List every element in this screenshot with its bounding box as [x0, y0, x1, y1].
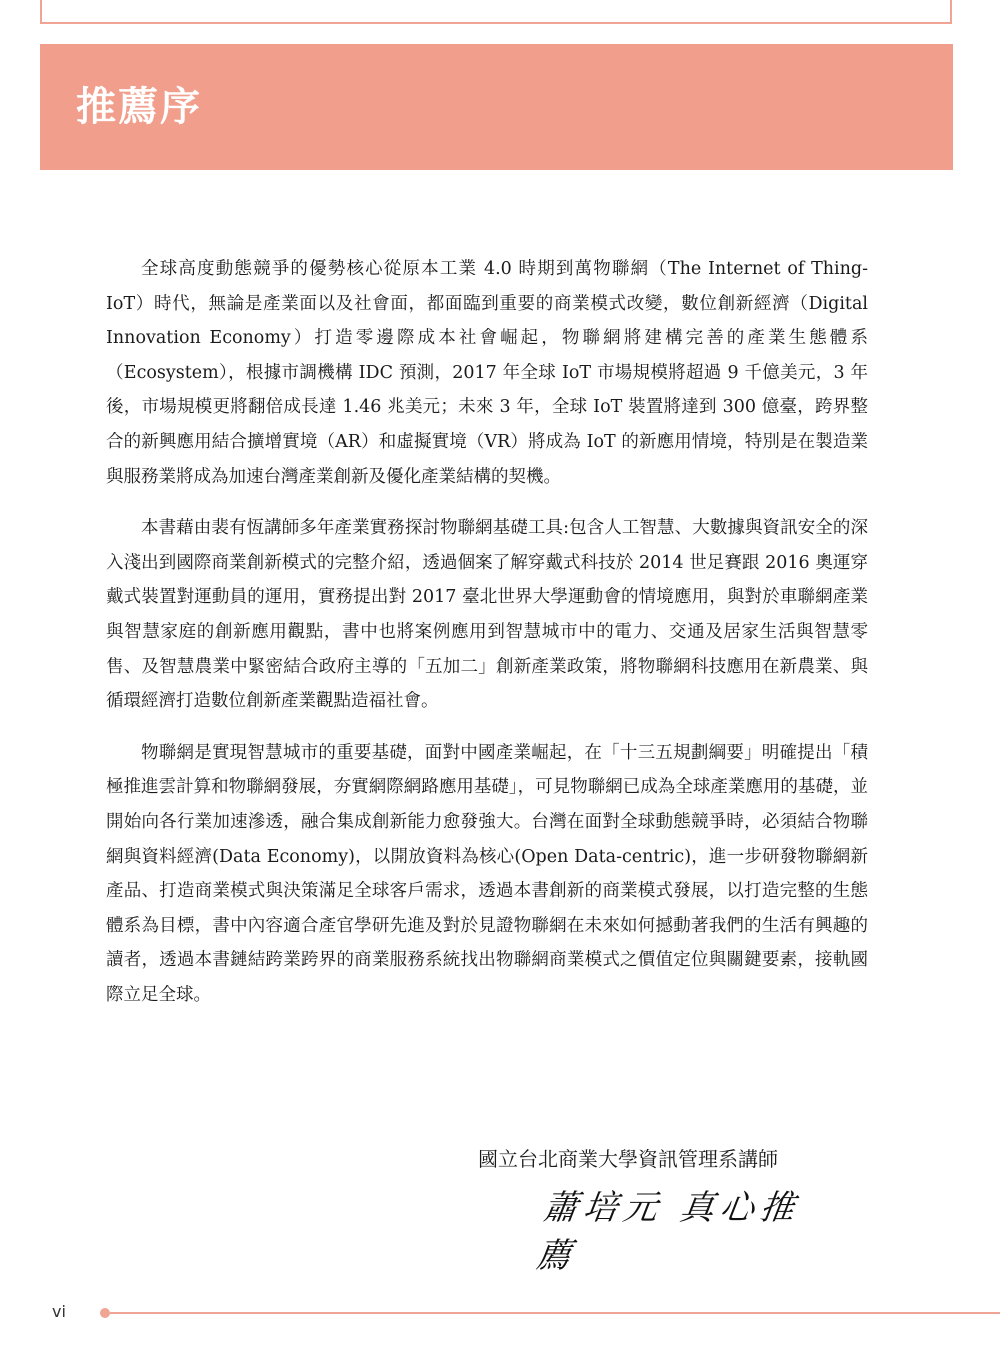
paragraph-3: 物聯網是實現智慧城市的重要基礎，面對中國產業崛起，在「十三五規劃綱要」明確提出「積極推進雲計算和物聯網發展，夯實網際網路應用基礎」，可見物聯網已成為全球產業應用的基礎，並開始向各行業加速滲透，融合集成創新能力愈發強大。台灣在面對全球動態競爭時，必須結合物聯網與資料經濟(Data Economy)，以開放資料為核心(Open Data-centric)，進一步研發物聯網新產品、打造商業模式與決策滿足全球客戶需求，透過本書創新的商業模式發展，以打造完整的生態體系為目標，書中內容適合產官學研先進及對於見證物聯網在未來如何撼動著我們的生活有興趣的讀者，透過本書鏈結跨業跨界的商業服務系統找出物聯網商業模式之價值定位與關鍵要素，接軌國際立足全球。	[106, 742, 868, 1005]
footer-dot-icon	[100, 1308, 110, 1318]
page-number: vi	[52, 1302, 66, 1321]
paragraph-1: 全球高度動態競爭的優勢核心從原本工業 4.0 時期到萬物聯網（The Internet of Thing-IoT）時代，無論是產業面以及社會面，都面臨到重要的商業模式改變，數位創新經濟（Digital Innovation Economy）打造零邊際成本社會崛起，物聯網將建構完善的產業生態體系（Ecosystem），根據市調機構 IDC 預測，2017 年全球 IoT 市場規模將超過 9 千億美元，3 年後，市場規模更將翻倍成長達 1.46 兆美元；未來 3 年，全球 IoT 裝置將達到 300 億臺，跨界整合的新興應用結合擴增實境（AR）和虛擬實境（VR）將成為 IoT 的新應用情境，特別是在製造業與服務業將成為加速台灣產業創新及優化產業結構的契機。	[106, 259, 868, 487]
title-banner	[40, 44, 953, 170]
handwritten-signature	[533, 1184, 830, 1276]
page-title: 推薦序	[76, 84, 202, 130]
paragraph-2: 本書藉由裴有恆講師多年產業實務探討物聯網基礎工具:包含人工智慧、大數據與資訊安全的深入淺出到國際商業創新模式的完整介紹，透過個案了解穿戴式科技於 2014 世足賽跟 2016 奧運穿戴式裝置對運動員的運用，實務提出對 2017 臺北世界大學運動會的情境應用，與對於車聯網產業與智慧家庭的創新應用觀點，書中也將案例應用到智慧城市中的電力、交通及居家生活與智慧零售、及智慧農業中緊密結合政府主導的「五加二」創新產業政策，將物聯網科技應用在新農業、與循環經濟打造數位創新產業觀點造福社會。	[106, 518, 868, 712]
signature-text: 蕭培元 真心推薦	[533, 1188, 803, 1276]
body-text	[106, 252, 868, 1029]
footer-line	[110, 1312, 1000, 1314]
footer-rule	[100, 1307, 1000, 1319]
signature-affiliation: 國立台北商業大學資訊管理系講師	[478, 1147, 778, 1171]
top-frame-border	[40, 0, 952, 24]
